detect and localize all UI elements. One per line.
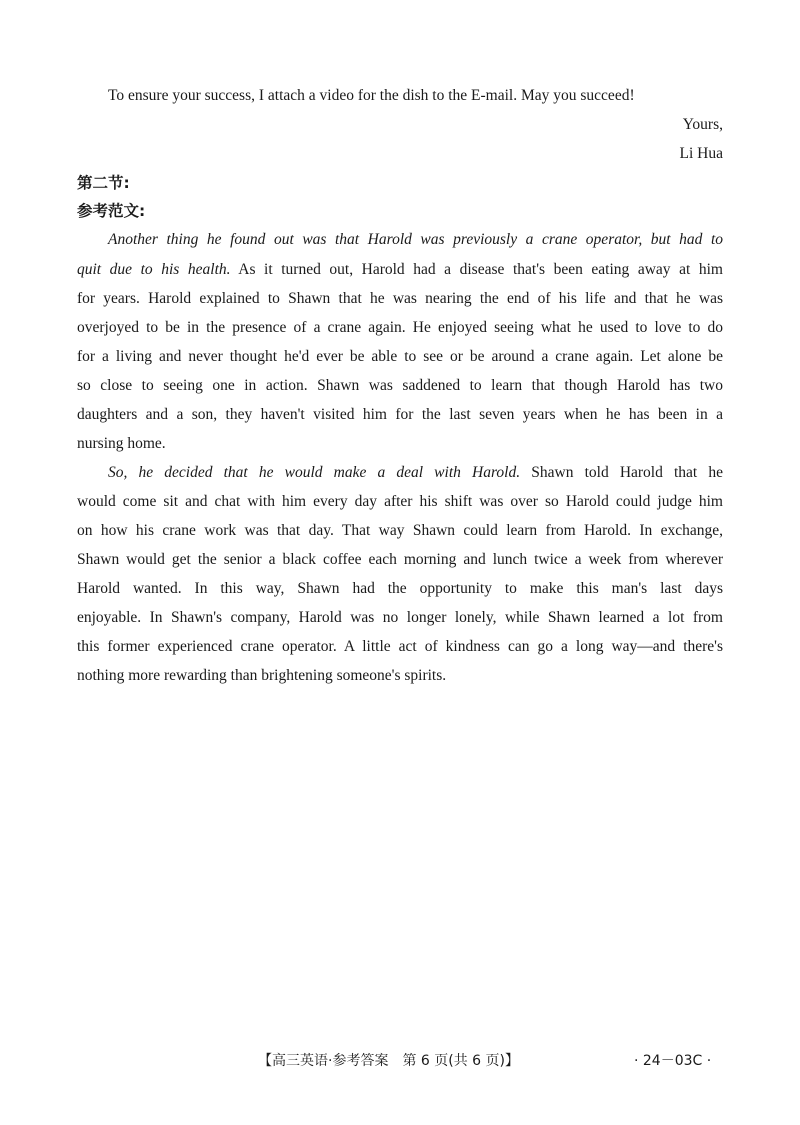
footer-document-code: · 24－03C ·: [634, 1053, 712, 1069]
paragraph-1-line-4: overjoyed to be in the presence of a crane again. He enjoyed seeing what he used to love to do: [77, 319, 723, 336]
paragraph-1-line-2-text: As it turned out, Harold had a disease that's been eating away at him: [238, 261, 723, 278]
paragraph-1-line-3: for years. Harold explained to Shawn that he was nearing the end of his life and that he was: [77, 290, 723, 307]
paragraph-2-line-2: would come sit and chat with him every day after his shift was over so Harold could judge him: [77, 493, 723, 510]
footer-page-info: 【高三英语·参考答案 第 6 页(共 6 页)】: [258, 1053, 519, 1069]
letter-signature: Li Hua: [679, 145, 723, 162]
paragraph-2-line-8: nothing more rewarding than brightening someone's spirits.: [77, 667, 447, 684]
paragraph-2-lead-prefix: So,: [108, 464, 128, 481]
paragraph-2-line-3: on how his crane work was that day. That way Shawn could learn from Harold. In exchange,: [77, 522, 723, 539]
paragraph-2-line-4: Shawn would get the senior a black coffee each morning and lunch twice a week from wherever: [77, 551, 723, 568]
paragraph-1-lead-sentence-end: quit due to his health.: [77, 261, 231, 278]
paragraph-2-line-7: this former experienced crane operator. A little act of kindness can go a long way—and there's: [77, 638, 723, 655]
paragraph-1-lead-sentence: Another thing he found out was that Harold was previously a crane operator, but had to: [108, 231, 723, 248]
letter-closing-line: To ensure your success, I attach a video for the dish to the E-mail. May you succeed!: [108, 87, 635, 104]
paragraph-2-line-5: Harold wanted. In this way, Shawn had the opportunity to make this man's last days: [77, 580, 723, 597]
paragraph-1-line-5: for a living and never thought he'd ever be able to see or be around a crane again. Let alone be: [77, 348, 723, 365]
paragraph-1-line-2: [77, 260, 723, 280]
section-heading: 第二节:: [77, 174, 130, 192]
paragraph-2-lead-sentence: he decided that he would make a deal with Harold.: [138, 464, 521, 481]
paragraph-1-line-7: daughters and a son, they haven't visited him for the last seven years when he has been in a: [77, 406, 723, 423]
sample-essay-label: 参考范文:: [77, 202, 146, 220]
paragraph-2-line-6: enjoyable. In Shawn's company, Harold was no longer lonely, while Shawn learned a lot from: [77, 609, 723, 626]
letter-sign-off: Yours,: [682, 116, 723, 133]
paragraph-2-line-1: [108, 463, 723, 483]
paragraph-1-line-8: nursing home.: [77, 435, 166, 452]
paragraph-1-line-6: so close to seeing one in action. Shawn was saddened to learn that though Harold has two: [77, 377, 723, 394]
paragraph-2-line-1-text: Shawn told Harold that he: [531, 464, 724, 481]
